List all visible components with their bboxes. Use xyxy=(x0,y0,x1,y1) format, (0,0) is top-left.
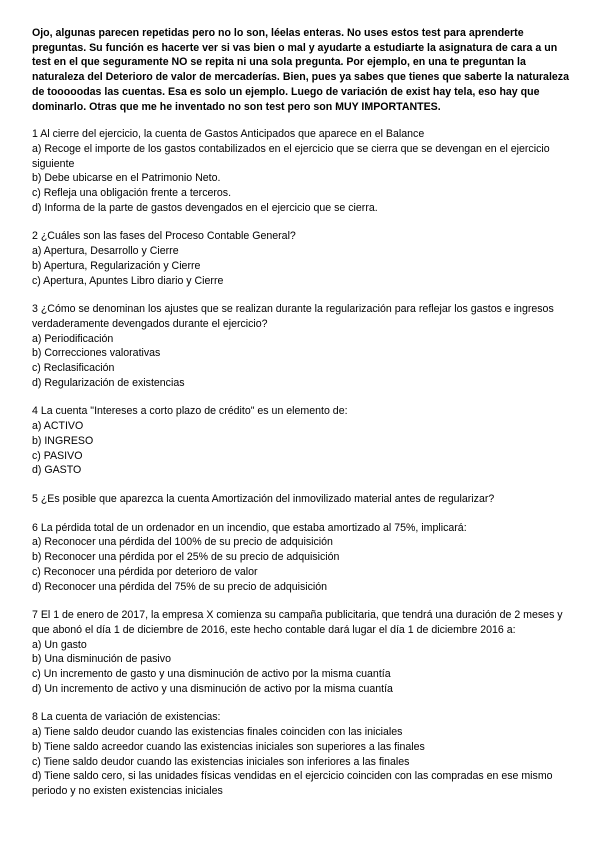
answer-option: b) Una disminución de pasivo xyxy=(32,653,171,666)
question-3 xyxy=(32,302,572,390)
answer-option: a) Un gasto xyxy=(32,638,87,651)
answer-option: a) Apertura, Desarrollo y Cierre xyxy=(32,245,179,258)
answer-option: a) Tiene saldo deudor cuando las existencias finales coinciden con las iniciales xyxy=(32,726,403,739)
answer-option: c) Tiene saldo deudor cuando las existencias iniciales son inferiores a las finales xyxy=(32,755,410,768)
answer-option: b) Reconocer una pérdida por el 25% de su precio de adquisición xyxy=(32,551,340,564)
answer-option: d) Regularización de existencias xyxy=(32,376,185,389)
question-text: 3 ¿Cómo se denominan los ajustes que se realizan durante la regularización para reflejar los gastos e ingresos verdaderamente devengados durante el ejercicio? xyxy=(32,303,554,330)
answer-option: a) Reconocer una pérdida del 100% de su precio de adquisición xyxy=(32,536,333,549)
answer-option: d) Reconocer una pérdida del 75% de su precio de adquisición xyxy=(32,580,328,593)
answer-option: a) ACTIVO xyxy=(32,420,84,433)
question-4 xyxy=(32,404,572,478)
question-text: 6 La pérdida total de un ordenador en un incendio, que estaba amortizado al 75%, implicará: xyxy=(32,521,467,534)
answer-option: c) Apertura, Apuntes Libro diario y Cierre xyxy=(32,274,224,287)
intro-paragraph: Ojo, algunas parecen repetidas pero no lo son, léelas enteras. No uses estos test para aprenderte preguntas. Su función es hacerte ver si vas bien o mal y ayudarte a estudiarte la asignatura de cara a un test en el que seguramente NO se repita ni una sola pregunta. Por ejemplo, en una te preguntan la naturaleza del Deterioro de valor de mercaderías. Bien, pues ya sabes que tienes que saberte la naturaleza de tooooodas las cuentas. Esa es solo un ejemplo. Luego de variación de exist hay tela, eso hay que dominarlo. Otras que me he inventado no son test pero son MUY IMPORTANTES. xyxy=(32,27,569,113)
answer-option: c) Refleja una obligación frente a terceros. xyxy=(32,187,232,200)
answer-option: a) Periodificación xyxy=(32,332,114,345)
answer-option: b) INGRESO xyxy=(32,434,94,447)
question-text: 1 Al cierre del ejercicio, la cuenta de Gastos Anticipados que aparece en el Balance xyxy=(32,128,425,141)
answer-option: c) PASIVO xyxy=(32,449,83,462)
answer-option: d) Tiene saldo cero, si las unidades físicas vendidas en el ejercicio coinciden con las compradas en ese mismo periodo y no existen existencias iniciales xyxy=(32,770,553,797)
question-2 xyxy=(32,229,572,288)
answer-option: b) Correcciones valorativas xyxy=(32,347,161,360)
answer-option: d) Informa de la parte de gastos devengados en el ejercicio que se cierra. xyxy=(32,201,378,214)
answer-option: c) Reconocer una pérdida por deterioro de valor xyxy=(32,565,258,578)
answer-option: d) Un incremento de activo y una disminución de activo por la misma cuantía xyxy=(32,682,393,695)
question-text: 5 ¿Es posible que aparezca la cuenta Amortización del inmovilizado material antes de regularizar? xyxy=(32,492,495,505)
question-6 xyxy=(32,521,572,595)
question-text: 4 La cuenta "Intereses a corto plazo de crédito" es un elemento de: xyxy=(32,405,348,418)
answer-option: c) Un incremento de gasto y una disminución de activo por la misma cuantía xyxy=(32,668,391,681)
question-5 xyxy=(32,492,572,507)
question-8 xyxy=(32,710,572,798)
answer-option: b) Tiene saldo acreedor cuando las existencias iniciales son superiores a las finales xyxy=(32,740,425,753)
question-text: 7 El 1 de enero de 2017, la empresa X comienza su campaña publicitaria, que tendrá una duración de 2 meses y que abonó el día 1 de diciembre de 2016, este hecho contable dará lugar el día 1 de diciembre 2016 a: xyxy=(32,609,563,636)
question-text: 2 ¿Cuáles son las fases del Proceso Contable General? xyxy=(32,230,296,243)
question-text: 8 La cuenta de variación de existencias: xyxy=(32,711,221,724)
question-list xyxy=(32,127,572,798)
answer-option: c) Reclasificación xyxy=(32,362,115,375)
question-7 xyxy=(32,608,572,696)
answer-option: b) Apertura, Regularización y Cierre xyxy=(32,259,201,272)
answer-option: b) Debe ubicarse en el Patrimonio Neto. xyxy=(32,172,221,185)
question-1 xyxy=(32,127,572,215)
answer-option: d) GASTO xyxy=(32,464,82,477)
answer-option: a) Recoge el importe de los gastos contabilizados en el ejercicio que se cierra que se devengan en el ejercicio siguiente xyxy=(32,142,550,170)
